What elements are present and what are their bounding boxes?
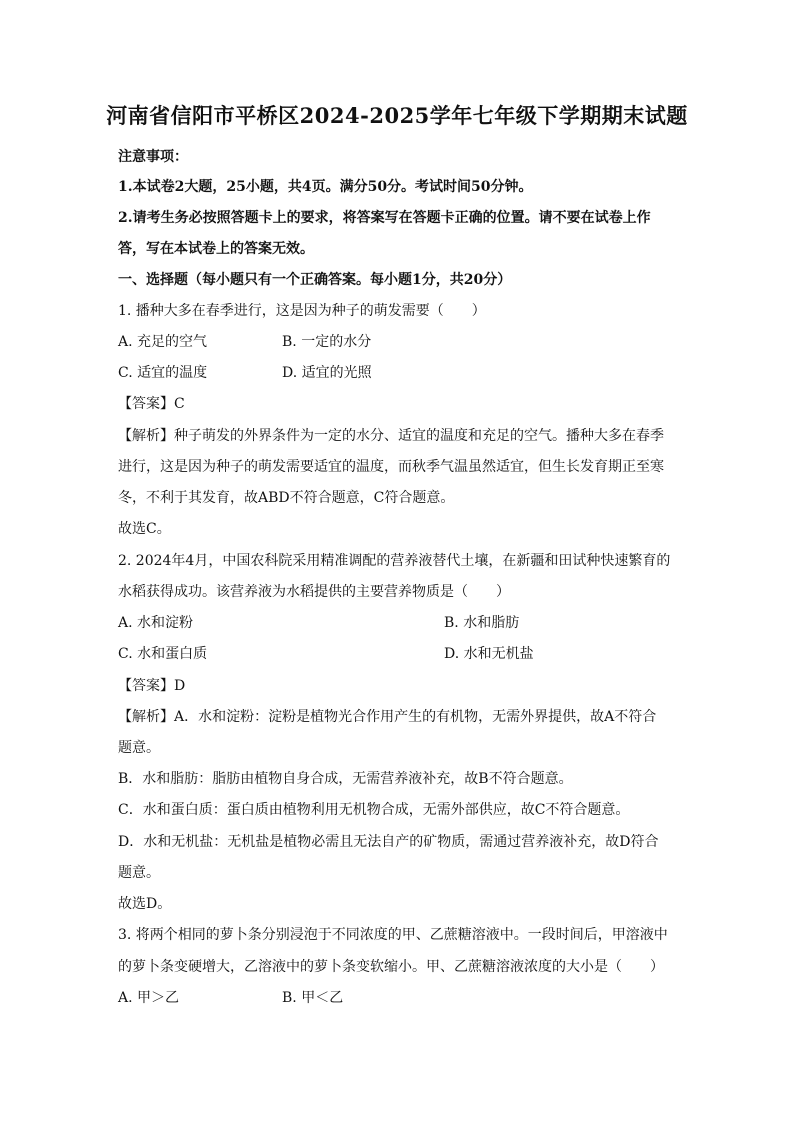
question-3-stem-line-1: 3. 将两个相同的萝卜条分别浸泡于不同浓度的甲、乙蔗糖溶液中。一段时间后，甲溶液中: [118, 927, 668, 943]
question-3-stem-line-2: 的萝卜条变硬增大，乙溶液中的萝卜条变软缩小。甲、乙蔗糖溶液浓度的大小是（ ）: [118, 959, 664, 975]
question-2-answer: 【答案】D: [118, 678, 186, 694]
question-1-option-d: D. 适宜的光照: [282, 365, 372, 381]
question-3-option-b: B. 甲＜乙: [282, 990, 344, 1006]
page-title: 河南省信阳市平桥区2024-2025学年七年级下学期期末试题: [106, 103, 688, 128]
question-1-option-a: A. 充足的空气: [118, 334, 208, 350]
notice-item-1: 1.本试卷2大题，25小题，共4页。满分50分。考试时间50分钟。: [118, 179, 533, 195]
question-2-option-a: A. 水和淀粉: [118, 615, 194, 631]
question-1-analysis-line-2: 进行，这是因为种子的萌发需要适宜的温度，而秋季气温虽然适宜，但生长发育期正至寒: [118, 459, 664, 475]
question-1-stem: 1. 播种大多在春季进行，这是因为种子的萌发需要（ ）: [118, 303, 486, 319]
notice-heading: 注意事项：: [118, 149, 188, 165]
question-1-analysis-line-1: 【解析】种子萌发的外界条件为一定的水分、适宜的温度和充足的空气。播种大多在春季: [118, 428, 664, 444]
question-2-analysis-line-6: 题意。: [118, 865, 160, 881]
question-2-analysis-line-1: 【解析】A．水和淀粉：淀粉是植物光合作用产生的有机物，无需外界提供，故A不符合: [118, 709, 657, 725]
question-3-option-a: A. 甲＞乙: [118, 990, 180, 1006]
question-2-analysis-line-5: D．水和无机盐：无机盐是植物必需且无法自产的矿物质，需通过营养液补充，故D符合: [118, 834, 659, 850]
question-2-option-d: D. 水和无机盐: [444, 646, 534, 662]
question-2-analysis-line-4: C．水和蛋白质：蛋白质由植物利用无机物合成，无需外部供应，故C不符合题意。: [118, 802, 630, 818]
question-1-answer: 【答案】C: [118, 396, 185, 412]
question-1-analysis-line-3: 冬，不利于其发育，故ABD不符合题意，C符合题意。: [118, 490, 455, 506]
notice-item-2-line-1: 2.请考生务必按照答题卡上的要求，将答案写在答题卡正确的位置。请不要在试卷上作: [118, 210, 651, 226]
section-heading: 一、选择题（每小题只有一个正确答案。每小题1分，共20分）: [118, 272, 512, 288]
question-2-stem-line-2: 水稻获得成功。该营养液为水稻提供的主要营养物质是（ ）: [118, 584, 510, 600]
question-2-analysis-line-3: B．水和脂肪：脂肪由植物自身合成，无需营养液补充，故B不符合题意。: [118, 771, 573, 787]
question-1-option-b: B. 一定的水分: [282, 334, 372, 350]
question-2-option-c: C. 水和蛋白质: [118, 646, 208, 662]
question-2-stem-line-1: 2. 2024年4月，中国农科院采用精准调配的营养液替代土壤，在新疆和田试种快速繁育的: [118, 553, 671, 569]
notice-item-2-line-2: 答，写在本试卷上的答案无效。: [118, 241, 314, 257]
question-1-option-c: C. 适宜的温度: [118, 365, 208, 381]
question-2-analysis-line-2: 题意。: [118, 740, 160, 756]
question-1-conclusion: 故选C。: [118, 521, 171, 537]
question-2-conclusion: 故选D。: [118, 896, 172, 912]
question-2-option-b: B. 水和脂肪: [444, 615, 520, 631]
